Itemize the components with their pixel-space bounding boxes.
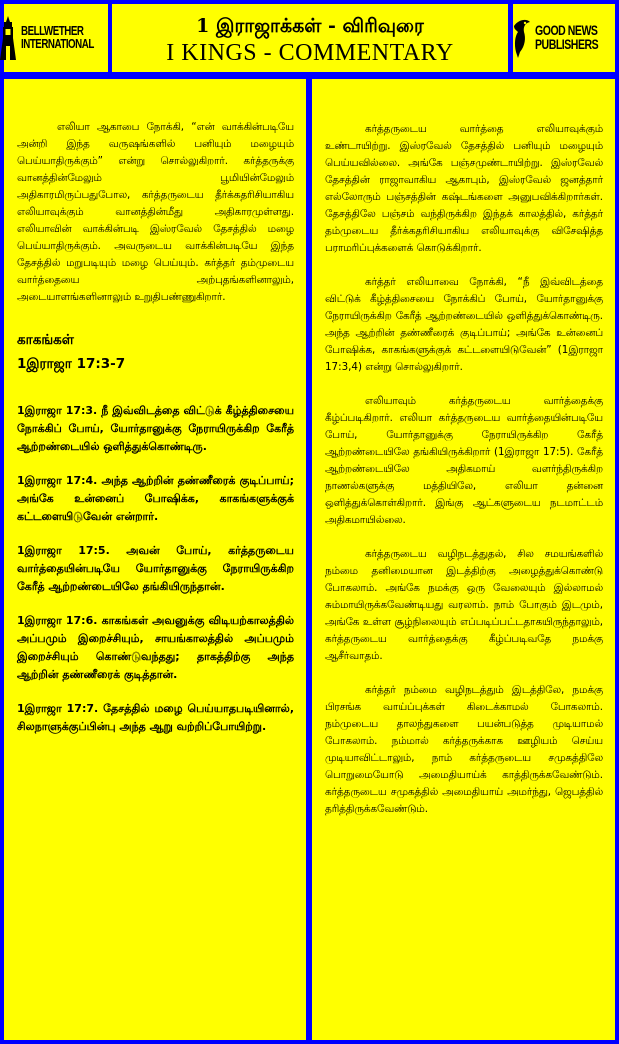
header-panel [112,4,508,72]
verse-paragraph: 1இராஜா 17:7. தேசத்தில் மழை பெய்யாதபடியினால், சிலநாளுக்குப்பின்பு அந்த ஆறு வற்றிப்போயிற்று. [17,702,294,733]
section-reference: 1இராஜா 17:3-7 [17,356,126,372]
left-column [4,79,306,1040]
good-news-logo [513,4,615,72]
logo-left-line1: BELLWETHER [20,24,84,38]
bell-tower-icon [0,16,18,60]
page-title-tamil: 1 இராஜாக்கள் - விரிவுரை [196,15,424,37]
bellwether-logo [4,4,108,72]
bird-icon [512,18,532,58]
commentary-paragraph: எலியாவும் கர்த்தருடைய வார்த்தைக்கு கீழ்ப்படிகிறார். எலியா கர்த்தருடைய வார்த்தையின்படியே போய், யோர்தானுக்கு நேராயிருக்கிற கேரீத் ஆற்றண்டையிலே தங்கியிருக்கிறார் (1இராஜா 17:5). கேரீத் ஆற்றண்டையிலே அதிகமாய் வளர்ந்திருக்கிற நாணல்களுக்கு மத்தியிலே, எலியா தன்னை ஒளித்துக்கொள்கிறார். இங்கு ஆட்களுடைய நடமாட்டம் அதிகமாயில்லை. [325,395,603,526]
logo-left-line2: INTERNATIONAL [20,37,94,51]
commentary-paragraph: கர்த்தருடைய வழிநடத்துதல், சில சமயங்களில் நம்மை தனிமையான இடத்திற்கு அழைத்துக்கொண்டு போகலாம். அங்கே நமக்கு ஒரு வேலையும் இல்லாமல் சும்மாயிருக்கவேண்டியது வரலாம். நாம் போகும் இடமும், அங்கே உள்ள சூழ்நிலையும் எப்படிப்பட்டதாகயிருந்தாலும், கர்த்தருடைய வார்த்தைக்கு கீழ்ப்படிவதே நமக்கு ஆசீர்வாதம். [325,548,603,662]
verse-paragraph: 1இராஜா 17:6. காகங்கள் அவனுக்கு விடியற்காலத்தில் அப்பமும் இறைச்சியும், சாயங்காலத்தில் அப்பமும் இறைச்சியும் கொண்டுவந்தது; தாகத்திற்கு அந்த ஆற்றின் தண்ணீரைக் குடித்தான். [17,614,294,681]
commentary-paragraph: கர்த்தருடைய வார்த்தை எலியாவுக்கும் உண்டாயிற்று. இஸ்ரவேல் தேசத்தில் பனியும் மழையும் பெய்யவில்லை. அங்கே பஞ்சமுண்டாயிற்று. இஸ்ரவேல் தேசத்தின் ராஜாவாகிய ஆகாபும், இஸ்ரவேல் ஜனத்தார் எல்லோரும் பஞ்சத்தின் கஷ்டங்களை அனுபவிக்கிறார்கள். தேசத்திலே பஞ்சம் வந்திருக்கிற இந்தக் காலத்தில், கர்த்தர் தம்முடைய தீர்க்கதரிசியாகிய எலியாவுக்கு விசேஷித்த பராமரிப்புக்களைக் கொடுக்கிறார். [325,123,603,254]
right-column [312,79,615,1040]
section-title: காகங்கள் [17,332,74,348]
verse-paragraph: 1இராஜா 17:5. அவன் போய், கர்த்தருடைய வார்த்தையின்படியே யோர்தானுக்கு நேராயிருக்கிற கேரீத் ஆற்றண்டையிலே தங்கியிருந்தான். [17,544,294,593]
logo-right-line1: GOOD NEWS [535,23,598,38]
commentary-paragraph: கர்த்தர் எலியாவை நோக்கி, “நீ இவ்விடத்தை விட்டுக் கீழ்த்திசையை நோக்கிப் போய், யோர்தானுக்கு நேராயிருக்கிற கேரீத் ஆற்றண்டையில் ஒளித்துக்கொண்டிரு. அந்த ஆற்றின் தண்ணீரைக் குடிப்பாய்; அங்கே உன்னைப் போஷிக்க, காகங்களுக்குக் கட்டளையிடுவேன்” (1இராஜா 17:3,4) என்று சொல்லுகிறார். [325,276,603,373]
logo-left-panel [4,4,108,72]
page-title-english: I KINGS - COMMENTARY [166,40,454,66]
commentary-paragraph: கர்த்தர் நம்மை வழிநடத்தும் இடத்திலே, நமக்கு பிரசங்க வாய்ப்புக்கள் கிடைக்காமல் போகலாம். நம்முடைய தாலந்துகளை பயன்படுத்த முடியாமல் போகலாம். நம்மால் கர்த்தருக்காக ஊழியம் செய்ய முடியாவிட்டாலும், நாம் கர்த்தருடைய சமுகத்திலே பொறுமையோடு அமைதியாய்க் காத்திருக்கவேண்டும். கர்த்தருடைய சமுகத்தில் அமைதியாய் அமர்ந்து, ஜெபத்தில் தரித்திருக்கவேண்டும். [325,684,603,815]
verse-paragraph: 1இராஜா 17:3. நீ இவ்விடத்தை விட்டுக் கீழ்த்திசையை நோக்கிப் போய், யோர்தானுக்கு நேராயிருக்கிற கேரீத் ஆற்றண்டையில் ஒளித்துக்கொண்டிரு. [17,404,294,453]
logo-right-line2: PUBLISHERS [535,37,599,52]
logo-right-panel [513,4,615,72]
verse-paragraph: 1இராஜா 17:4. அந்த ஆற்றின் தண்ணீரைக் குடிப்பாய்; அங்கே உன்னைப் போஷிக்க, காகங்களுக்குக் கட்டளையிடுவேன் என்றார். [17,474,294,523]
intro-paragraph: எலியா ஆகாபை நோக்கி, “என் வாக்கின்படியே அன்றி இந்த வருஷங்களில் பனியும் மழையும் பெய்யாதிருக்கும்” என்று சொல்லுகிறார். கர்த்தருக்கு வானத்தின்மேலும் பூமியின்மேலும் அதிகாரமிருப்பதுபோல, கர்த்தருடைய தீர்க்கதரிசியாகிய எலியாவுக்கும் வானத்தின்மீது அதிகாரமுள்ளது. எலியாவின் வாக்கின்படி இஸ்ரவேல் தேசத்தில் மழை பெய்யாதிருக்கும். அவருடைய வாக்கின்படியே இந்த தேசத்தில் மறுபடியும் மழை பெய்யும். கர்த்தர் தம்முடைய வார்த்தையை அற்புதங்களினாலும், அடையாளங்களினாலும் உறுதிபண்ணுகிறார். [17,121,294,303]
